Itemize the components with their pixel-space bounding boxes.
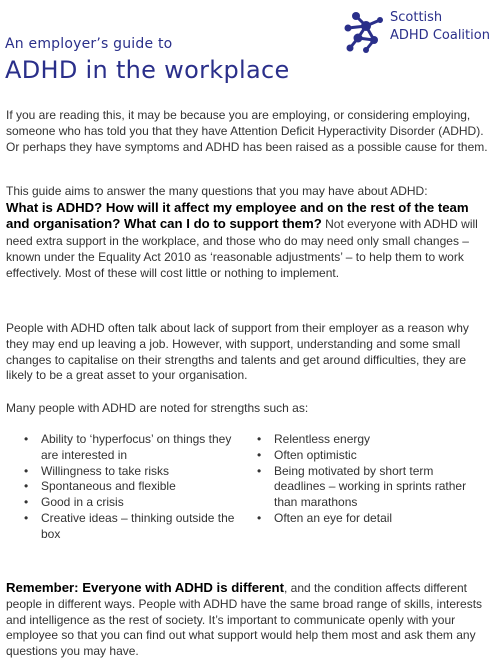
bullet-icon: • (24, 510, 29, 525)
logo-line-1: Scottish (390, 10, 443, 25)
list-item: • Being motivated by short term deadlines – working in sprints rather than marathons (257, 463, 467, 510)
bullet-icon: • (24, 432, 29, 446)
strengths-list-right (257, 432, 487, 527)
guide-subtitle: An employer’s guide to (5, 36, 173, 52)
bullet-icon: • (257, 463, 262, 478)
list-item: • Spontaneous and flexible (24, 479, 176, 494)
intro-paragraph: If you are reading this, it may be because you are employing, or considering employing, someone who has told you that they have Attention Deficit Hyperactivity Disorder (ADHD). Or perhaps they have symptoms and ADHD has been raised as a possible cause for them. (6, 108, 488, 154)
bullet-icon: • (257, 447, 262, 462)
bullet-icon: • (24, 463, 29, 478)
bullet-icon: • (257, 510, 262, 525)
logo-line-2: ADHD Coalition (390, 28, 490, 43)
remember-strong: Remember: Everyone with ADHD is different (6, 580, 284, 595)
coalition-logo (336, 6, 496, 58)
strengths-intro: Many people with ADHD are noted for strengths such as: (6, 401, 309, 415)
aims-questions-inline (6, 200, 490, 282)
list-item: • Willingness to take risks (24, 463, 170, 478)
aims-intro: This guide aims to answer the many questions that you may have about ADHD: (6, 184, 428, 198)
list-item: • Good in a crisis (24, 495, 124, 510)
aims-paragraph (6, 184, 490, 282)
support-paragraph: People with ADHD often talk about lack of support from their employer as a reason why they may end up leaving a job. However, with support, understanding and some small changes to capitalise on their strengths and talents and get around difficulties, they are likely to be a great asset to your organisation. (6, 321, 469, 383)
bullet-icon: • (24, 479, 29, 494)
page-title: ADHD in the workplace (5, 56, 290, 84)
aims-rest: Not everyone with ADHD will need extra support in the workplace, and those who do may need only small changes – known under the Equality Act 2010 as ‘reasonable adjustments’ – to help them to work effectively. Most of these will cost little or nothing to implement. (6, 217, 478, 281)
bullet-icon: • (24, 495, 29, 510)
remember-paragraph (6, 580, 490, 660)
strengths-list-left (24, 432, 244, 543)
list-item: • Often optimistic (257, 447, 357, 462)
bullet-icon: • (257, 432, 262, 446)
remember-rest: , and the condition affects different people in different ways. People with ADHD have the same broad range of skills, interests and intelligence as the rest of society. It’s important to communicate openly with your employee so that you can find out what support would help them most and ask them any questions you may have. (6, 581, 483, 659)
aims-questions: What is ADHD? How will it affect my employee and on the rest of the team and organisation? What can I do to support them? (6, 199, 469, 232)
list-item: • Relentless energy (257, 432, 371, 446)
list-item: • Often an eye for detail (257, 510, 393, 525)
logo-star-icon (336, 6, 392, 56)
list-item: • Creative ideas – thinking outside the box (24, 510, 235, 541)
list-item: • Ability to ‘hyperfocus’ on things they are interested in (24, 432, 232, 462)
